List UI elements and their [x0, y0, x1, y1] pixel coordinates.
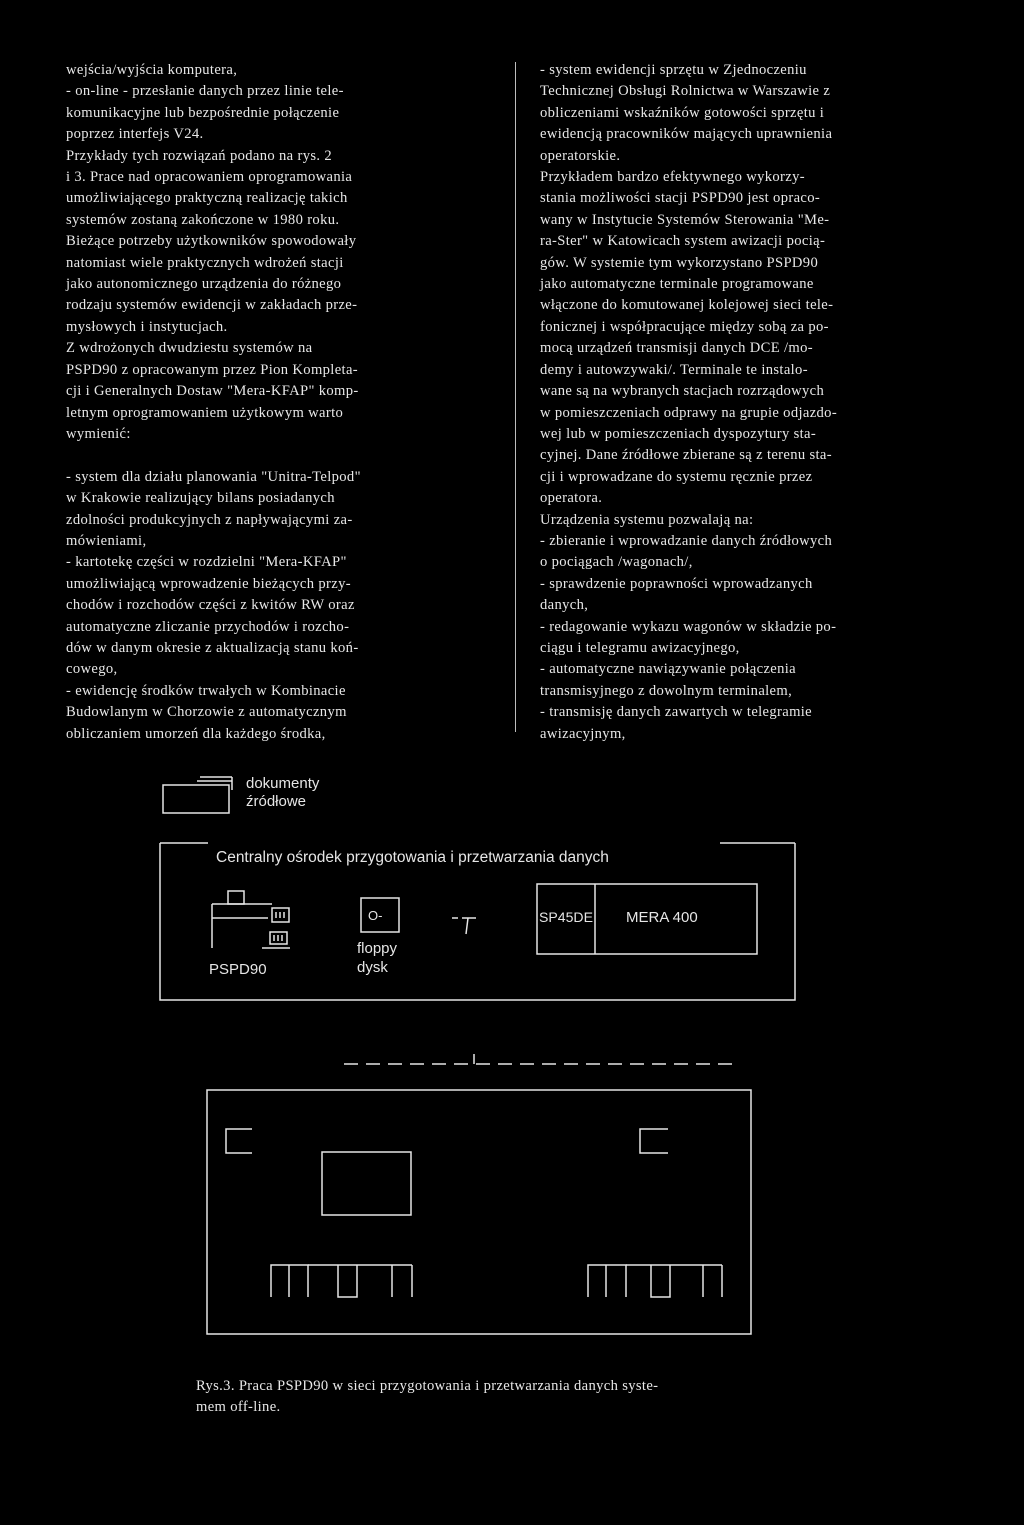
text-line: obliczaniem umorzeń dla każdego środka,: [66, 725, 326, 742]
remote-terminals-frame: [207, 1090, 751, 1334]
text-line: mysłowych i instytucjach.: [66, 318, 228, 335]
text-line: wane są na wybranych stacjach rozrządowych: [540, 383, 825, 400]
text-line: - automatyczne nawiązywanie połączenia: [540, 661, 796, 678]
text-line: cji i Generalnych Dostaw "Mera-KFAP" komp-: [66, 383, 359, 400]
text-line: natomiast wiele praktycznych wdrożeń stacji: [66, 254, 344, 271]
text-line: ciągu i telegramu awizacyjnego,: [540, 639, 740, 656]
text-line: w Krakowie realizujący bilans posiadanych: [66, 490, 335, 507]
text-line: systemów zostaną zakończone w 1980 roku.: [66, 211, 340, 228]
pspd90-label: PSPD90: [209, 961, 267, 978]
text-line: komunikacyjne lub bezpośrednie połączenie: [66, 104, 340, 121]
text-line: ra-Ster" w Katowicach system awizacji pocią-: [540, 233, 826, 250]
floppy-label-line1: floppy: [357, 940, 398, 957]
text-line: poprzez interfejs V24.: [66, 126, 204, 143]
text-line: operatora.: [540, 490, 603, 507]
caption-line-1: Rys.3. Praca PSPD90 w sieci przygotowania i przetwarzania danych syste-: [196, 1378, 659, 1394]
text-line: Budowlanym w Chorzowie z automatycznym: [66, 704, 347, 721]
text-line: operatorskie.: [540, 147, 621, 164]
text-line: - transmisję danych zawartych w telegramie: [540, 704, 813, 721]
text-line: w pomieszczeniach odprawy na grupie odjazdo-: [540, 404, 838, 421]
text-line: rodzaju systemów ewidencji w zakładach prze-: [66, 297, 358, 314]
text-line: mówieniami,: [66, 532, 147, 549]
text-line: automatyczne zliczanie przychodów i rozcho-: [66, 618, 350, 635]
text-line: wej lub w pomieszczeniach dyspozytury sta-: [540, 425, 817, 442]
text-line: gów. W systemie tym wykorzystano PSPD90: [540, 254, 819, 271]
text-line: zdolności produkcyjnych z napływającymi za-: [66, 511, 353, 528]
text-line: - on-line - przesłanie danych przez linie tele-: [66, 83, 344, 100]
text-line: danych,: [540, 597, 589, 614]
text-line: Z wdrożonych dwudziestu systemów na: [66, 340, 313, 357]
text-line: wany w Instytucie Systemów Sterowania "Me-: [540, 211, 830, 228]
text-line: - ewidencję środków trwałych w Kombinacie: [66, 682, 346, 699]
text-line: fonicznej i współpracujące między sobą za po-: [540, 318, 829, 335]
text-line: włączone do komutowanej kolejowej sieci tele-: [540, 297, 834, 314]
text-line: - redagowanie wykazu wagonów w składzie po-: [540, 618, 837, 635]
text-line: - sprawdzenie poprawności wprowadzanych: [540, 575, 813, 592]
text-line: transmisyjnego z dowolnym terminalem,: [540, 682, 793, 699]
text-line: wejścia/wyjścia komputera,: [66, 62, 238, 78]
figure-caption: [196, 1376, 658, 1418]
text-line: stania możliwości stacji PSPD90 jest opraco-: [540, 190, 821, 207]
legend-label-line1: dokumenty: [246, 775, 320, 792]
text-line: cowego,: [66, 661, 118, 678]
text-line: ewidencją pracowników mających uprawnienia: [540, 126, 833, 143]
caption-line-2: mem off-line.: [196, 1399, 281, 1415]
text-line: mocą urządzeń transmisji danych DCE /mo-: [540, 340, 813, 357]
text-line: dów w danym okresie z aktualizacją stanu koń-: [66, 639, 359, 656]
processing-center-title: Centralny ośrodek przygotowania i przetwarzania danych: [216, 849, 609, 866]
text-line: chodów i rozchodów części z kwitów RW oraz: [66, 597, 355, 614]
mera400-label: MERA 400: [626, 909, 698, 926]
text-line: letnym oprogramowaniem użytkowym warto: [66, 404, 344, 421]
text-line: demy i autowzywaki/. Terminale te instalo-: [540, 361, 808, 378]
text-line: - system dla działu planowania "Unitra-Telpod": [66, 468, 361, 485]
text-line: cji i wprowadzane do systemu ręcznie przez: [540, 468, 813, 485]
text-line: - kartotekę części w rozdzielni "Mera-KFAP": [66, 554, 347, 571]
text-line: jako automatyczne terminale programowane: [540, 276, 814, 293]
floppy-label-line2: dysk: [357, 959, 388, 976]
source-documents-icon: [163, 777, 232, 813]
text-line: cyjnej. Dane źródłowe zbierane są z terenu sta-: [540, 447, 832, 464]
legend-label-line2: źródłowe: [246, 793, 307, 810]
text-line: Technicznej Obsługi Rolnictwa w Warszawie z: [540, 83, 831, 100]
text-line: wymienić:: [66, 425, 131, 442]
text-line: PSPD90 z opracowanym przez Pion Kompleta-: [66, 361, 358, 378]
text-line: - system ewidencji sprzętu w Zjednoczeniu: [540, 62, 807, 78]
text-line: obliczeniami wskaźników gotowości sprzętu i: [540, 104, 825, 121]
text-line: o pociągach /wagonach/,: [540, 554, 693, 571]
text-line: awizacyjnym,: [540, 725, 626, 742]
text-line: Przykładem bardzo efektywnego wykorzy-: [540, 169, 805, 186]
connector-symbol: [452, 918, 476, 934]
text-line: Bieżące potrzeby użytkowników spowodowały: [66, 233, 357, 250]
text-line: i 3. Prace nad opracowaniem oprogramowania: [66, 169, 353, 186]
text-line: Urządzenia systemu pozwalają na:: [540, 511, 754, 528]
sp45de-label: SP45DE: [539, 909, 593, 925]
text-line: umożliwiającą wprowadzenie bieżących przy-: [66, 575, 351, 592]
text-line: - zbieranie i wprowadzanie danych źródłowych: [540, 532, 833, 549]
pspd90-icon: [212, 891, 290, 948]
floppy-symbol: O-: [368, 908, 383, 923]
text-line: umożliwiającego praktyczną realizację takich: [66, 190, 348, 207]
text-line: Przykłady tych rozwiązań podano na rys. 2: [66, 147, 333, 164]
text-line: jako autonomicznego urządzenia do różnego: [66, 276, 342, 293]
